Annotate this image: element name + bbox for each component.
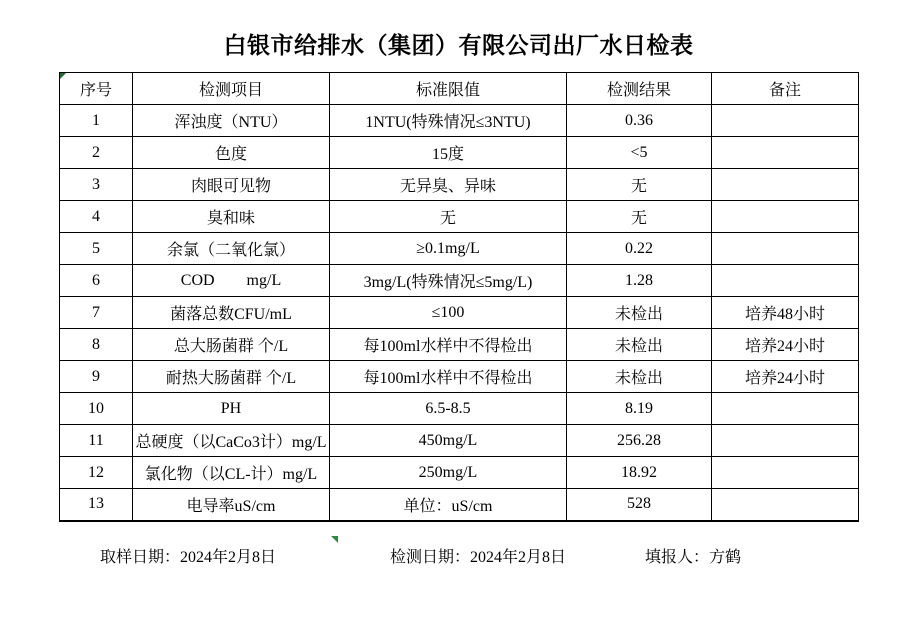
table-body [60, 105, 859, 521]
cell-standard: 每100ml水样中不得检出 [330, 329, 567, 361]
cell-item: 电导率uS/cm [133, 489, 330, 521]
table-row [60, 265, 859, 297]
table-row [60, 297, 859, 329]
cell-item: 余氯（二氧化氯） [133, 233, 330, 265]
cell-note [712, 105, 859, 137]
cell-no: 4 [60, 201, 133, 233]
cell-no: 10 [60, 393, 133, 425]
table-row [60, 137, 859, 169]
cell-item: 耐热大肠菌群 个/L [133, 361, 330, 393]
cell-result: 0.22 [567, 233, 712, 265]
cell-standard: 1NTU(特殊情况≤3NTU) [330, 105, 567, 137]
cell-item: 色度 [133, 137, 330, 169]
test-date-label: 检测日期：2024年2月8日 [390, 549, 567, 566]
cell-note [712, 201, 859, 233]
cell-item: PH [133, 393, 330, 425]
cell-standard: 每100ml水样中不得检出 [330, 361, 567, 393]
table-row [60, 393, 859, 425]
cell-standard: ≥0.1mg/L [330, 233, 567, 265]
footer [0, 544, 898, 566]
cell-item: 菌落总数CFU/mL [133, 297, 330, 329]
cell-standard: 450mg/L [330, 425, 567, 457]
cell-result: 256.28 [567, 425, 712, 457]
cell-item: 总大肠菌群 个/L [133, 329, 330, 361]
cell-result: <5 [567, 137, 712, 169]
cell-standard: 250mg/L [330, 457, 567, 489]
inspection-table [59, 72, 859, 522]
cell-note: 培养24小时 [712, 329, 859, 361]
cell-no: 11 [60, 425, 133, 457]
cell-no: 13 [60, 489, 133, 521]
cell-no: 8 [60, 329, 133, 361]
cell-result: 未检出 [567, 297, 712, 329]
cell-result: 无 [567, 169, 712, 201]
header-no: 序号 [60, 73, 133, 105]
cell-standard: 无异臭、异味 [330, 169, 567, 201]
cell-item: 总硬度（以CaCo3计）mg/L [133, 425, 330, 457]
cell-standard: ≤100 [330, 297, 567, 329]
cell-note [712, 169, 859, 201]
table-row [60, 425, 859, 457]
cell-result: 未检出 [567, 329, 712, 361]
cell-no: 3 [60, 169, 133, 201]
cell-note: 培养24小时 [712, 361, 859, 393]
cell-item: 臭和味 [133, 201, 330, 233]
cell-no: 1 [60, 105, 133, 137]
cell-standard: 6.5-8.5 [330, 393, 567, 425]
cell-result: 0.36 [567, 105, 712, 137]
cell-no: 5 [60, 233, 133, 265]
table-container [59, 72, 858, 522]
cell-result: 无 [567, 201, 712, 233]
green-bottom-flag-icon [331, 536, 338, 543]
table-row [60, 105, 859, 137]
reporter-label: 填报人：方鹤 [645, 549, 742, 566]
cell-note [712, 425, 859, 457]
cell-note [712, 265, 859, 297]
cell-no: 7 [60, 297, 133, 329]
page-title: 白银市给排水（集团）有限公司出厂水日检表 [223, 33, 694, 58]
table-row [60, 201, 859, 233]
cell-result: 1.28 [567, 265, 712, 297]
header-result: 检测结果 [567, 73, 712, 105]
table-row [60, 457, 859, 489]
cell-no: 12 [60, 457, 133, 489]
cell-note [712, 489, 859, 521]
cell-result: 未检出 [567, 361, 712, 393]
cell-item: 氯化物（以CL-计）mg/L [133, 457, 330, 489]
cell-result: 8.19 [567, 393, 712, 425]
table-row [60, 361, 859, 393]
table-row [60, 169, 859, 201]
cell-standard: 15度 [330, 137, 567, 169]
table-row [60, 489, 859, 521]
cell-no: 6 [60, 265, 133, 297]
cell-item: 肉眼可见物 [133, 169, 330, 201]
cell-note: 培养48小时 [712, 297, 859, 329]
header-note: 备注 [712, 73, 859, 105]
cell-no: 9 [60, 361, 133, 393]
header-standard: 标准限值 [330, 73, 567, 105]
green-corner-flag-icon [60, 73, 66, 79]
cell-note [712, 393, 859, 425]
header-row [60, 73, 859, 105]
sampling-date-label: 取样日期：2024年2月8日 [100, 549, 277, 566]
table-row [60, 329, 859, 361]
cell-item: 浑浊度（NTU） [133, 105, 330, 137]
cell-note [712, 233, 859, 265]
cell-standard: 无 [330, 201, 567, 233]
cell-no: 2 [60, 137, 133, 169]
header-item: 检测项目 [133, 73, 330, 105]
cell-item: COD mg/L [133, 265, 330, 297]
table-row [60, 233, 859, 265]
cell-note [712, 457, 859, 489]
cell-result: 528 [567, 489, 712, 521]
cell-standard: 3mg/L(特殊情况≤5mg/L) [330, 265, 567, 297]
cell-note [712, 137, 859, 169]
cell-result: 18.92 [567, 457, 712, 489]
cell-standard: 单位：uS/cm [330, 489, 567, 521]
